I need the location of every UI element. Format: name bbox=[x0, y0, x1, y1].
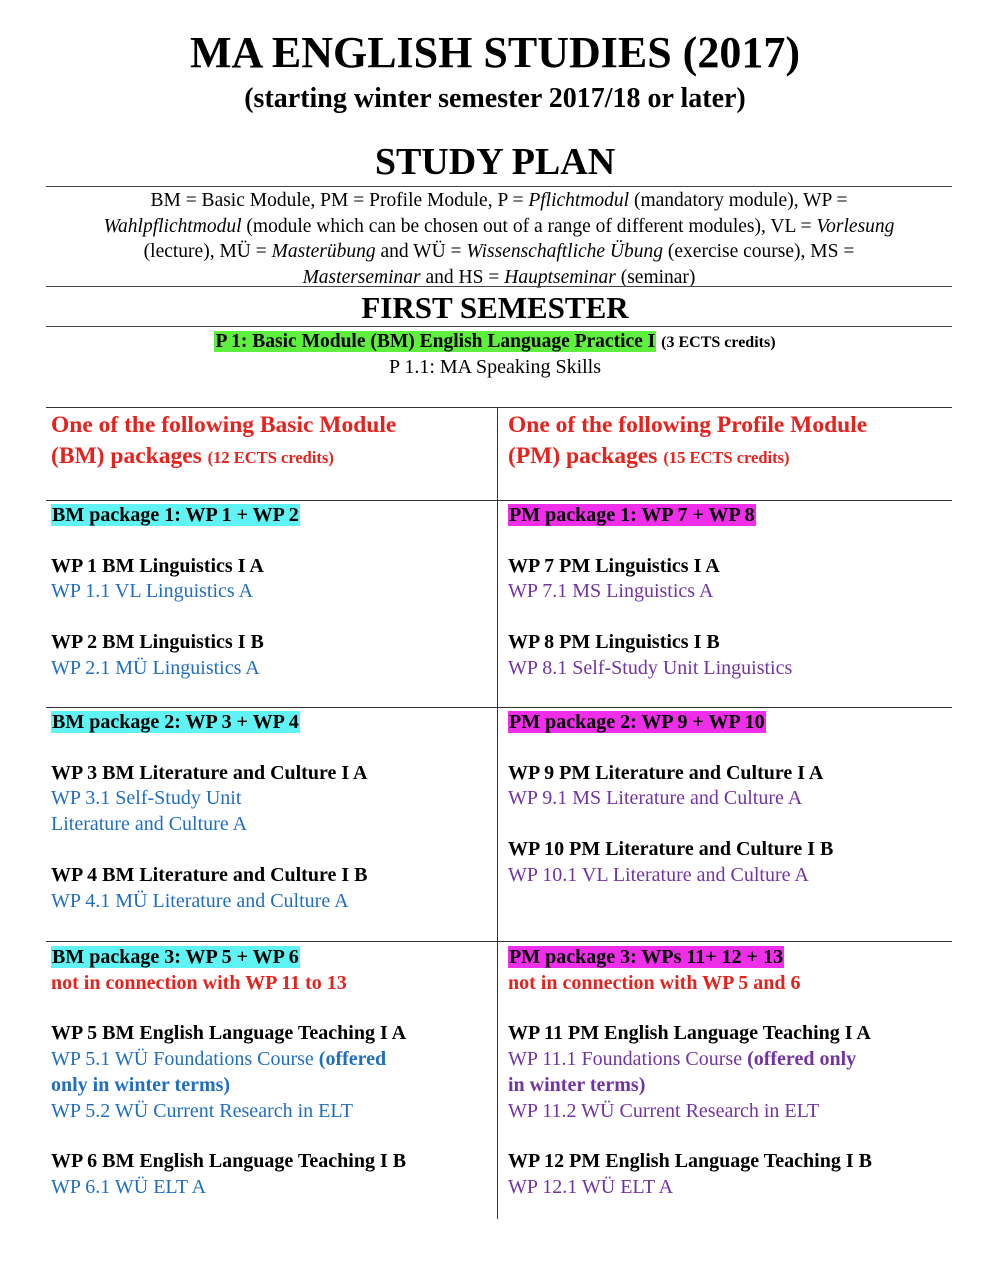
study-plan-heading: STUDY PLAN bbox=[374, 141, 616, 183]
pm-package-1: PM package 1: WP 7 + WP 8 WP 7 PM Linguistics I A WP 7.1 MS Linguistics A WP 8 PM Linguistics I B WP 8.1 Self-Study Unit Linguistics bbox=[508, 504, 793, 679]
table-row-divider bbox=[46, 941, 952, 942]
pm-column-header: One of the following Profile Module (PM) packages (15 ECTS credits) bbox=[508, 412, 868, 469]
mandatory-module bbox=[0, 330, 990, 355]
divider bbox=[46, 286, 952, 287]
bm-package-3: BM package 3: WP 5 + WP 6 not in connection with WP 11 to 13 WP 5 BM English Language Teaching I A WP 5.1 WÜ Foundations Course (offered only in winter terms) WP 5.2 WÜ Current Research in ELT WP 6 BM English Language Teaching I B WP 6.1 WÜ ELT A bbox=[51, 946, 407, 1198]
bm-package-1: BM package 1: WP 1 + WP 2 WP 1 BM Linguistics I A WP 1.1 VL Linguistics A WP 2 BM Linguistics I B WP 2.1 MÜ Linguistics A bbox=[51, 504, 299, 679]
mandatory-module-credits: (3 ECTS credits) bbox=[661, 334, 776, 351]
document-title: MA ENGLISH STUDIES (2017) bbox=[189, 28, 800, 77]
divider bbox=[46, 186, 952, 187]
pm-package-3: PM package 3: WPs 11+ 12 + 13 not in connection with WP 5 and 6 WP 11 PM English Language Teaching I A WP 11.1 Foundations Course (offered only in winter terms) WP 11.2 WÜ Current Research in ELT WP 12 PM English Language Teaching I B WP 12.1 WÜ ELT A bbox=[508, 946, 872, 1198]
mandatory-module-label: P 1: Basic Module (BM) English Language Practice I bbox=[215, 331, 656, 352]
bm-package-2: BM package 2: WP 3 + WP 4 WP 3 BM Literature and Culture I A WP 3.1 Self-Study Unit Literature and Culture A WP 4 BM Literature and Culture I B WP 4.1 MÜ Literature and Culture A bbox=[51, 711, 368, 912]
pm-package-2: PM package 2: WP 9 + WP 10 WP 9 PM Literature and Culture I A WP 9.1 MS Literature and Culture A WP 10 PM Literature and Culture I B WP 10.1 VL Literature and Culture A bbox=[508, 711, 834, 886]
table-row-divider bbox=[46, 707, 952, 708]
divider bbox=[46, 326, 952, 327]
document-subtitle: (starting winter semester 2017/18 or later) bbox=[244, 83, 746, 114]
mandatory-module-unit: P 1.1: MA Speaking Skills bbox=[388, 356, 602, 378]
table-top-border bbox=[46, 407, 952, 408]
table-column-divider bbox=[497, 407, 498, 1219]
abbreviation-legend: BM = Basic Module, PM = Profile Module, P = Pflichtmodul (mandatory module), WP = Wahlpflichtmodul (module which can be chosen out of a range of different modules), VL = Vorlesung (lecture), MÜ = Masterübung and WÜ = Wissenschaftliche Übung (exercise course), MS = Masterseminar and HS = Hauptseminar (seminar) bbox=[103, 190, 895, 288]
table-row-divider bbox=[46, 500, 952, 501]
semester-heading: FIRST SEMESTER bbox=[361, 290, 629, 325]
bm-column-header: One of the following Basic Module (BM) packages (12 ECTS credits) bbox=[51, 412, 397, 469]
